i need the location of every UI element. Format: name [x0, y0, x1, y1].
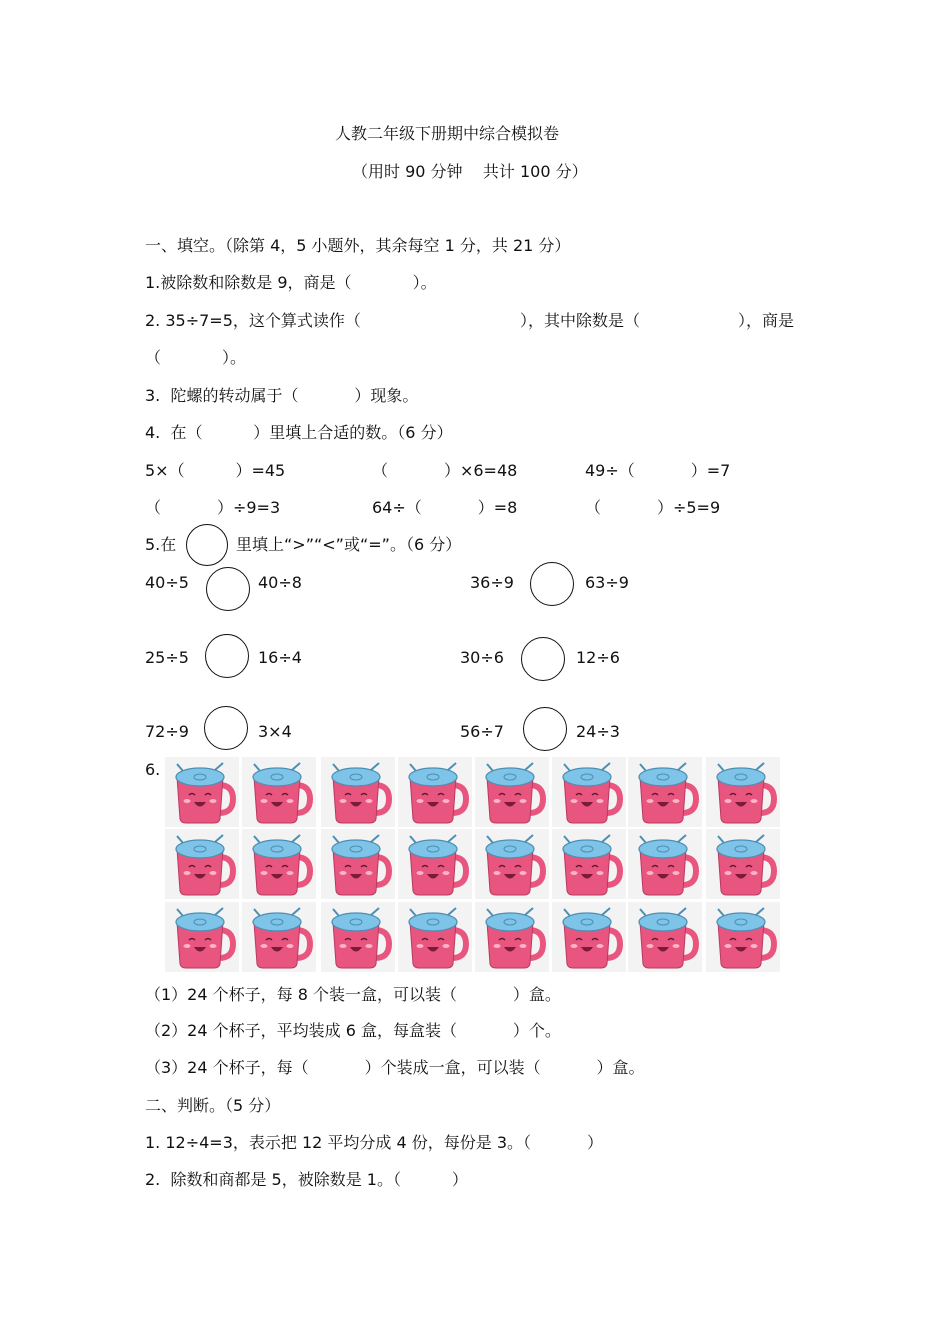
compare-circle-input[interactable]: [530, 562, 574, 606]
question-5-label: 5.在: [145, 535, 177, 554]
pink-smiling-cup-icon: [706, 902, 780, 972]
pink-smiling-cup-icon: [475, 902, 549, 972]
pink-smiling-cup-icon: [706, 829, 780, 899]
q4-item-4: （ ）÷9=3: [145, 498, 281, 517]
compare-circle-input[interactable]: [205, 634, 249, 678]
judgment-2: 2. 除数和商都是 5，被除数是 1。（ ）: [145, 1170, 468, 1189]
section-1-heading: 一、填空。（除第 4，5 小题外，其余每空 1 分，共 21 分）: [145, 236, 571, 255]
section-2-heading: 二、判断。（5 分）: [145, 1096, 281, 1115]
question-5-instruction: 里填上“>”“<”或“=”。（6 分）: [236, 535, 462, 554]
pink-smiling-cup-icon: [552, 757, 626, 827]
page-title: 人教二年级下册期中综合模拟卷: [335, 124, 560, 143]
compare-circle-input[interactable]: [204, 706, 248, 750]
q5-right-expression: 3×4: [258, 722, 292, 741]
pink-smiling-cup-icon: [242, 757, 316, 827]
q6-sub-2: （2）24 个杯子，平均装成 6 盒，每盒装（ ）个。: [145, 1021, 561, 1040]
q5-right-expression: 40÷8: [258, 573, 302, 592]
q5-left-expression: 56÷7: [460, 722, 504, 741]
q5-left-expression: 36÷9: [470, 573, 514, 592]
q4-item-5: 64÷（ ）=8: [372, 498, 518, 517]
pink-smiling-cup-icon: [321, 829, 395, 899]
pink-smiling-cup-icon: [628, 829, 702, 899]
pink-smiling-cup-icon: [628, 902, 702, 972]
pink-smiling-cup-icon: [398, 757, 472, 827]
page-subtitle: （用时 90 分钟 共计 100 分）: [352, 162, 588, 181]
pink-smiling-cup-icon: [165, 829, 239, 899]
q4-item-6: （ ）÷5=9: [585, 498, 721, 517]
question-2-part-c: ），商是: [738, 311, 795, 330]
q5-left-expression: 30÷6: [460, 648, 504, 667]
q5-right-expression: 24÷3: [576, 722, 620, 741]
pink-smiling-cup-icon: [552, 829, 626, 899]
q4-item-2: （ ）×6=48: [372, 461, 518, 480]
compare-circle-input[interactable]: [523, 707, 567, 751]
pink-smiling-cup-icon: [398, 902, 472, 972]
q6-sub-3: （3）24 个杯子，每（ ）个装成一盒，可以装（ ）盒。: [145, 1058, 645, 1077]
pink-smiling-cup-icon: [398, 829, 472, 899]
compare-circle-input[interactable]: [206, 567, 250, 611]
pink-smiling-cup-icon: [165, 902, 239, 972]
judgment-1: 1. 12÷4=3，表示把 12 平均分成 4 份，每份是 3。（ ）: [145, 1133, 603, 1152]
pink-smiling-cup-icon: [242, 902, 316, 972]
q5-left-expression: 40÷5: [145, 573, 189, 592]
pink-smiling-cup-icon: [552, 902, 626, 972]
pink-smiling-cup-icon: [321, 757, 395, 827]
q5-right-expression: 12÷6: [576, 648, 620, 667]
pink-smiling-cup-icon: [165, 757, 239, 827]
question-4-heading: 4. 在（ ）里填上合适的数。（6 分）: [145, 423, 453, 442]
q4-item-3: 49÷（ ）=7: [585, 461, 731, 480]
q5-left-expression: 72÷9: [145, 722, 189, 741]
compare-circle-input[interactable]: [521, 637, 565, 681]
q5-right-expression: 63÷9: [585, 573, 629, 592]
q5-left-expression: 25÷5: [145, 648, 189, 667]
question-2-part-a: 2. 35÷7=5，这个算式读作（: [145, 311, 361, 330]
pink-smiling-cup-icon: [242, 829, 316, 899]
question-2-part-b: ），其中除数是（: [520, 311, 641, 330]
pink-smiling-cup-icon: [475, 829, 549, 899]
q6-sub-1: （1）24 个杯子，每 8 个装一盒，可以装（ ）盒。: [145, 985, 561, 1004]
pink-smiling-cup-icon: [706, 757, 780, 827]
question-2-line-2: （ ）。: [145, 348, 247, 367]
pink-smiling-cup-icon: [321, 902, 395, 972]
compare-circle-example: [186, 524, 228, 566]
pink-smiling-cup-icon: [628, 757, 702, 827]
question-6-label: 6.: [145, 760, 161, 779]
q5-right-expression: 16÷4: [258, 648, 302, 667]
q4-item-1: 5×（ ）=45: [145, 461, 286, 480]
question-1: 1.被除数和除数是 9，商是（ ）。: [145, 273, 437, 292]
question-3: 3. 陀螺的转动属于（ ）现象。: [145, 386, 419, 405]
pink-smiling-cup-icon: [475, 757, 549, 827]
